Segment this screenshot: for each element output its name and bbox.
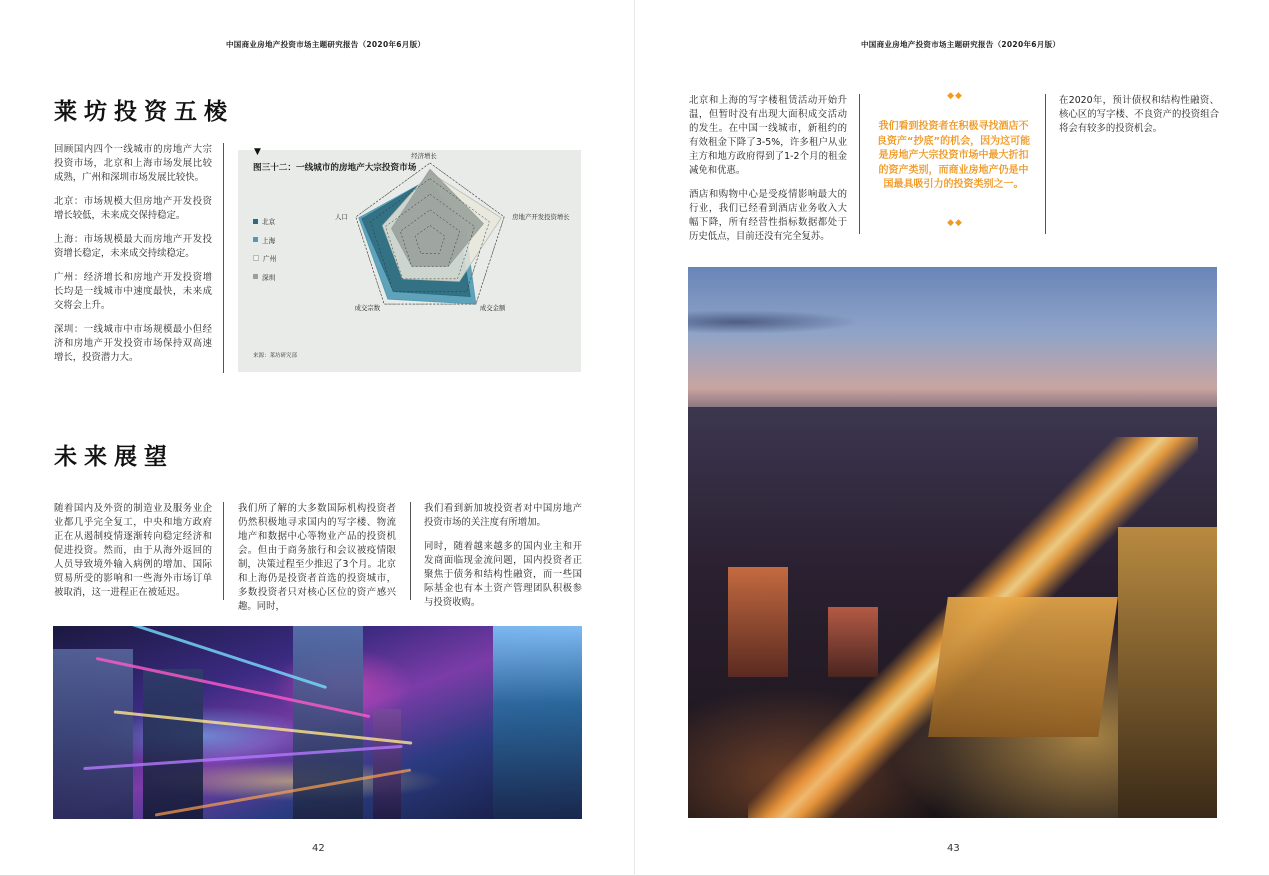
running-head: 中国商业房地产投资市场主题研究报告（2020年6月版） <box>861 40 1061 49</box>
page-number: 42 <box>312 843 325 854</box>
legend-label: 广州 <box>263 255 277 263</box>
left-page <box>0 0 634 876</box>
chart-title: 图三十二：一线城市的房地产大宗投资市场 <box>253 163 417 173</box>
shanghai-paragraph: 上海：市场规模最大而房地产开发投资增长稳定，未来成交持续稳定。 <box>54 234 212 259</box>
page-number: 43 <box>947 843 960 854</box>
shenzhen-paragraph: 深圳：一线城市中市场规模最小但经济和房地产开发投资市场保持双高速增长，投资潜力大。 <box>54 324 212 363</box>
column-divider <box>223 143 224 373</box>
outlook-paragraph: 同时，随着越来越多的国内业主和开发商面临现金流问题，国内投资者正聚焦于债务和结构性融资，而一些国际基金也有本土资产管理团队积极参与投资收购。 <box>424 541 582 608</box>
radar-axis-label: 人口 <box>335 212 348 221</box>
sky-cloud <box>688 267 1217 387</box>
legend-label: 深圳 <box>262 273 276 282</box>
market-paragraph: 酒店和购物中心是受疫情影响最大的行业，我们已经看到酒店业务收入大幅下降，所有经营性指标数据都处于历史低点，目前还没有完全复苏。 <box>689 189 847 242</box>
running-head: 中国商业房地产投资市场主题研究报告（2020年6月版） <box>226 40 426 49</box>
outlook-col-2 <box>238 502 396 624</box>
building-shape <box>1118 527 1217 818</box>
column-divider <box>410 502 411 600</box>
radar-axis-label: 房地产开发投资增长 <box>512 212 570 221</box>
market-col-3 <box>1059 94 1219 146</box>
chart-source: 来源：莱坊研究部 <box>253 353 298 359</box>
quote-bottom-diamonds-icon: ◆◆ <box>947 218 963 228</box>
radar-chart <box>238 147 581 372</box>
mall-building <box>928 597 1118 737</box>
guangzhou-paragraph: 广州：经济增长和房地产开发投资增长均是一线城市中速度最快，未来成交将会上升。 <box>54 272 212 311</box>
building-shape <box>53 649 133 819</box>
outlook-paragraph: 随着国内及外资的制造业及服务业企业都几乎完全复工，中央和地方政府正在从遏制疫情逐渐转向稳定经济和促进投资。然而，由于从海外返回的人员导致境外输入病例的增加、国际贸易所受的影响和一些海外市场订单被取消，这一进程正在被延迟。 <box>54 503 212 598</box>
intro-paragraph: 回顾国内四个一线城市的房地产大宗投资市场，北京和上海市场发展比较成熟，广州和深圳市场发展比较快。 <box>54 144 212 183</box>
legend-label: 上海 <box>262 236 276 245</box>
legend-label: 北京 <box>262 218 276 226</box>
column-divider <box>223 502 224 600</box>
chart-marker-icon: ▼ <box>254 147 261 157</box>
market-paragraph: 北京和上海的写字楼租赁活动开始升温，但暂时没有出现大面积成交活动的发生。在中国一线城市，新租约的有效租金下降了3-5%，许多租户从业主方和地方政府得到了1-2个月的租金减免和优惠。 <box>689 95 847 176</box>
section-title-investment-pentagon: 莱坊投资五棱 <box>54 99 234 125</box>
intro-text <box>54 143 212 375</box>
outlook-paragraph: 我们所了解的大多数国际机构投资者仍然积极地寻求国内的写字楼、物流地产和数据中心等物业产品的投资机会。但由于商务旅行和会议被疫情限制，决策过程至少推迟了3个月。北京和上海仍是投资者首选的投资城市，多数投资者只对核心区位的资产感兴趣。同时， <box>238 503 396 612</box>
building-shape <box>143 669 203 819</box>
radar-axis-label: 成交宗数 <box>354 304 381 313</box>
outlook-col-3 <box>424 502 582 620</box>
building-shape <box>728 567 788 677</box>
column-divider <box>859 94 860 234</box>
quote-top-diamonds-icon: ◆◆ <box>947 91 963 101</box>
radar-axis-label: 经济增长 <box>411 152 437 160</box>
city-aerial-night-photo <box>688 267 1217 818</box>
building-shape <box>373 709 401 819</box>
pull-quote: 我们看到投资者在积极寻找酒店不良资产“抄底”的机会，因为这可能是房地产大宗投资市场中最大折扣的资产类别，而商业房地产仍是中国最具吸引力的投资类别之一。 <box>876 121 1031 190</box>
beijing-paragraph: 北京：市场规模大但房地产开发投资增长较低，未来成交保持稳定。 <box>54 196 212 221</box>
outlook-paragraph: 我们看到新加坡投资者对中国房地产投资市场的关注度有所增加。 <box>424 503 582 528</box>
column-divider <box>1045 94 1046 234</box>
building-shape <box>493 626 582 819</box>
radar-axis-label: 成交金额 <box>479 304 506 313</box>
market-paragraph: 在2020年，预计债权和结构性融资、核心区的写字楼、不良资产的投资组合将会有较多的投资机会。 <box>1059 95 1219 134</box>
building-shape <box>828 607 878 677</box>
market-col-1 <box>689 94 847 254</box>
street-night-photo <box>53 626 582 819</box>
section-title-outlook: 未来展望 <box>54 444 174 470</box>
outlook-col-1 <box>54 502 212 610</box>
